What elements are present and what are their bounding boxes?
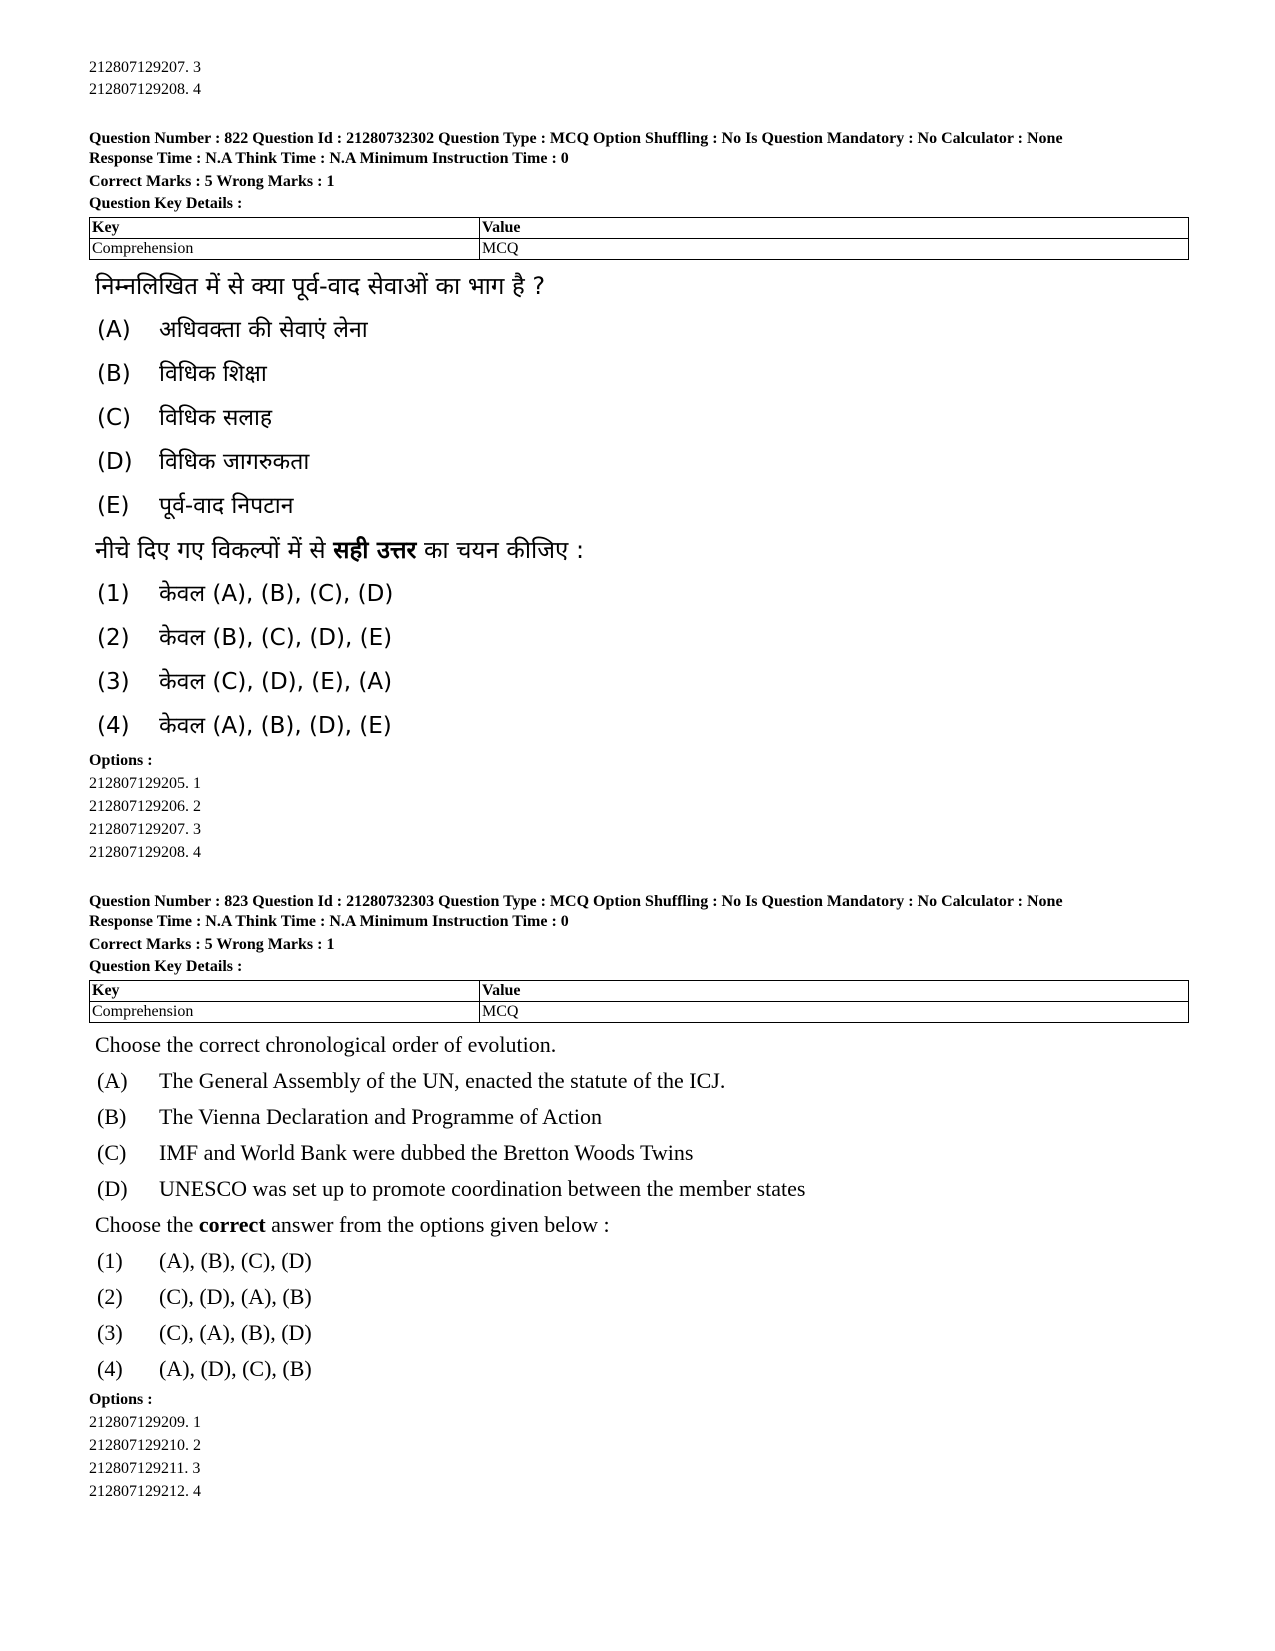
choice-text: (A), (D), (C), (B) (159, 1356, 312, 1381)
answer-instruction: नीचे दिए गए विकल्पों में से सही उत्तर का चयन कीजिए : (95, 536, 585, 564)
statement-label: (E) (97, 493, 130, 519)
statement-label: (C) (97, 405, 132, 431)
statement-item (89, 308, 1189, 352)
question-822 (89, 129, 1189, 864)
option-line: 212807129210. 2 (89, 1437, 201, 1454)
statement-text: IMF and World Bank were dubbed the Bretton Woods Twins (159, 1140, 694, 1165)
statement-item (89, 1171, 1189, 1207)
statement-item (89, 1063, 1189, 1099)
statement-text: विधिक शिक्षा (159, 361, 267, 387)
table-cell-key: Comprehension (90, 239, 480, 260)
question-marks: Correct Marks : 5 Wrong Marks : 1 (89, 173, 335, 190)
question-stem: Choose the correct chronological order of evolution. (95, 1032, 557, 1057)
statement-item (89, 1099, 1189, 1135)
table-cell-value: MCQ (480, 1002, 1189, 1023)
choice-label: (4) (97, 1356, 123, 1381)
statement-text: अधिवक्ता की सेवाएं लेना (159, 317, 368, 343)
choice-label: (3) (97, 1320, 123, 1345)
option-line: 212807129209. 1 (89, 1414, 201, 1431)
choice-label: (2) (97, 625, 130, 651)
question-marks: Correct Marks : 5 Wrong Marks : 1 (89, 936, 335, 953)
choice-item (89, 1315, 1189, 1351)
choice-item (89, 616, 1189, 660)
choice-item (89, 704, 1189, 748)
choice-text: (C), (D), (A), (B) (159, 1284, 312, 1309)
statement-item (89, 440, 1189, 484)
question-timing: Response Time : N.A Think Time : N.A Minimum Instruction Time : 0 (89, 913, 569, 930)
statement-label: (A) (97, 1068, 128, 1093)
option-line: 212807129208. 4 (89, 81, 201, 98)
choice-text: केवल (B), (C), (D), (E) (159, 625, 393, 651)
choice-item (89, 1351, 1189, 1387)
choice-item (89, 1279, 1189, 1315)
choice-text: केवल (A), (B), (D), (E) (159, 713, 392, 739)
previous-options (89, 57, 1189, 101)
statement-label: (D) (97, 449, 133, 475)
options-label: Options : (89, 1391, 153, 1408)
statement-label: (D) (97, 1176, 128, 1201)
statement-label: (B) (97, 1104, 127, 1129)
option-line: 212807129207. 3 (89, 59, 201, 76)
key-details-label: Question Key Details : (89, 958, 243, 975)
choice-text: (A), (B), (C), (D) (159, 1248, 312, 1273)
choice-label: (1) (97, 581, 130, 607)
table-cell-value: MCQ (480, 239, 1189, 260)
table-header-key: Key (90, 218, 480, 239)
statement-label: (A) (97, 317, 131, 343)
statement-text: UNESCO was set up to promote coordination between the member states (159, 1176, 806, 1201)
option-line: 212807129211. 3 (89, 1460, 201, 1477)
choice-label: (4) (97, 713, 130, 739)
choice-label: (2) (97, 1284, 123, 1309)
key-details-table (89, 980, 1189, 1023)
key-details-label: Question Key Details : (89, 195, 243, 212)
option-line: 212807129212. 4 (89, 1483, 201, 1500)
choice-text: केवल (A), (B), (C), (D) (159, 581, 394, 607)
key-details-table (89, 217, 1189, 260)
statement-text: The Vienna Declaration and Programme of Action (159, 1104, 603, 1129)
option-line: 212807129207. 3 (89, 821, 201, 838)
table-header-value: Value (480, 981, 1189, 1002)
statement-text: विधिक जागरुकता (159, 449, 310, 475)
question-meta: Question Number : 822 Question Id : 21280732302 Question Type : MCQ Option Shuffling : No Is Question Mandatory : No Calculator : None (89, 130, 1063, 147)
statement-item (89, 352, 1189, 396)
question-timing: Response Time : N.A Think Time : N.A Minimum Instruction Time : 0 (89, 150, 569, 167)
question-body (89, 1027, 1189, 1387)
question-stem: निम्नलिखित में से क्या पूर्व-वाद सेवाओं का भाग है ? (95, 272, 546, 300)
option-line: 212807129206. 2 (89, 798, 201, 815)
exam-page (89, 57, 1189, 1503)
options-label: Options : (89, 752, 153, 769)
option-line: 212807129205. 1 (89, 775, 201, 792)
choice-label: (1) (97, 1248, 123, 1273)
choice-item (89, 1243, 1189, 1279)
table-header-key: Key (90, 981, 480, 1002)
statement-label: (C) (97, 1140, 127, 1165)
question-823 (89, 892, 1189, 1503)
question-meta: Question Number : 823 Question Id : 21280732303 Question Type : MCQ Option Shuffling : No Is Question Mandatory : No Calculator : None (89, 893, 1063, 910)
question-body (89, 264, 1189, 748)
option-line: 212807129208. 4 (89, 844, 201, 861)
statement-text: पूर्व-वाद निपटान (159, 493, 294, 519)
statement-item (89, 396, 1189, 440)
choice-text: केवल (C), (D), (E), (A) (159, 669, 393, 695)
table-header-value: Value (480, 218, 1189, 239)
statement-text: विधिक सलाह (159, 405, 273, 431)
choice-label: (3) (97, 669, 130, 695)
statement-item (89, 1135, 1189, 1171)
answer-instruction: Choose the correct answer from the options given below : (95, 1212, 610, 1237)
statement-label: (B) (97, 361, 131, 387)
choice-item (89, 660, 1189, 704)
choice-item (89, 572, 1189, 616)
choice-text: (C), (A), (B), (D) (159, 1320, 312, 1345)
statement-text: The General Assembly of the UN, enacted the statute of the ICJ. (159, 1068, 726, 1093)
statement-item (89, 484, 1189, 528)
table-cell-key: Comprehension (90, 1002, 480, 1023)
